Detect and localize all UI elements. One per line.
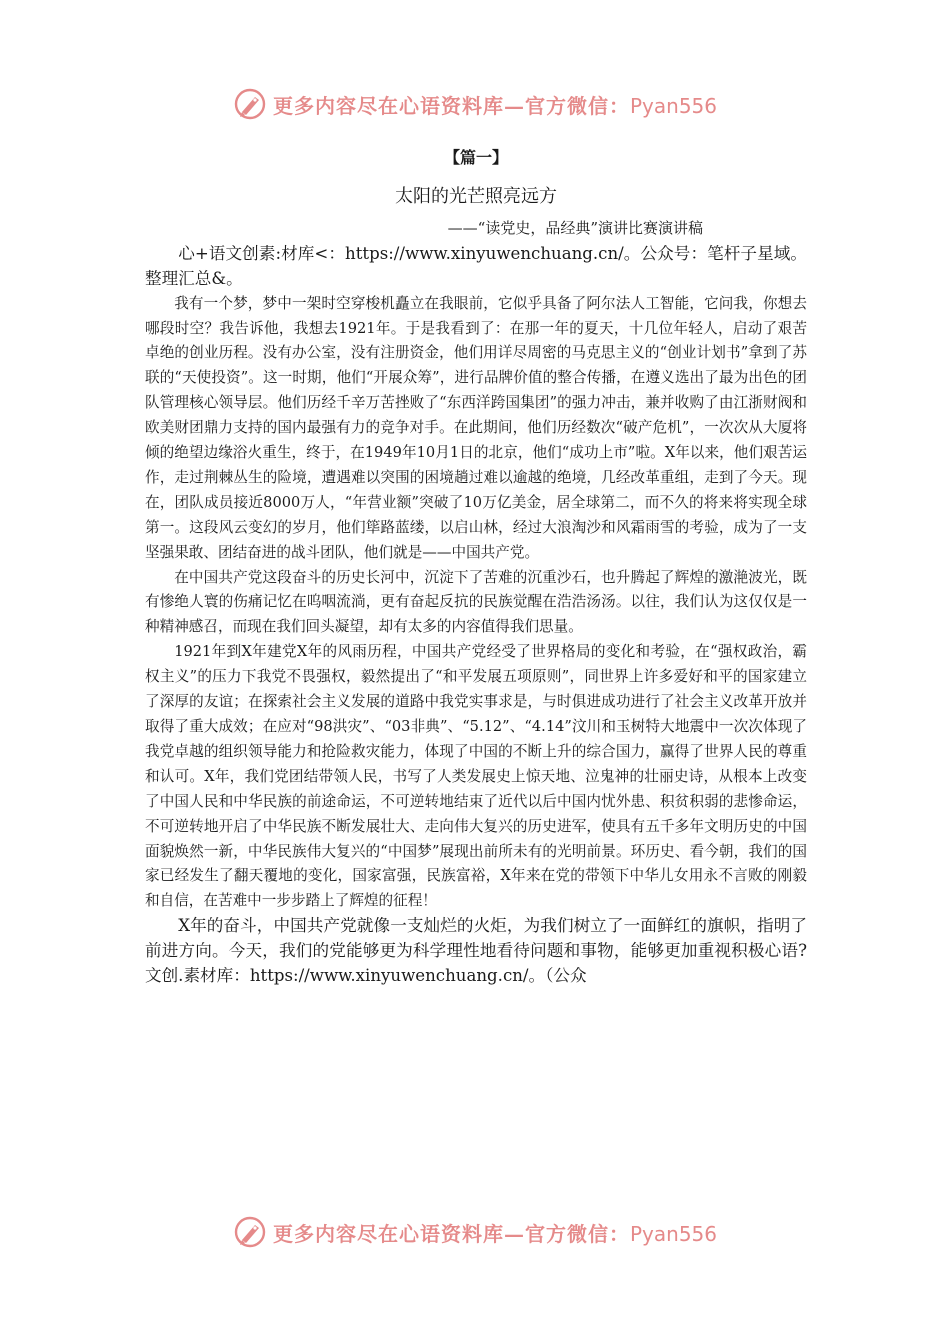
pen-nib-logo-icon <box>233 1215 267 1249</box>
paragraph: 在中国共产党这段奋斗的历史长河中，沉淀下了苦难的沉重沙石，也升腾起了辉煌的激滟波光，既有惨绝人寰的伤痛记忆在呜咽流淌，更有奋起反抗的民族觉醒在浩浩汤汤。以往，我们认为这仅仅是一种精神感召，而现在我们回头凝望，却有太多的内容值得我们思量。 <box>145 568 807 636</box>
pen-nib-logo-icon <box>233 87 267 121</box>
document-body <box>145 142 807 989</box>
banner-text: 更多内容尽在心语资料库—官方微信：Pyan556 <box>272 93 717 118</box>
paragraph: 1921年到X年建党X年的风雨历程，中国共产党经受了世界格局的变化和考验，在“强权政治，霸权主义”的压力下我党不畏强权，毅然提出了“和平发展五项原则”，同世界上许多爱好和平的国家建立了深厚的友谊；在探索社会主义发展的道路中我党实事求是，与时俱进成功进行了社会主义改革开放并取得了重大成效；在应对“98洪灾”、“03非典”、“5.12”、“4.14”汶川和玉树特大地震中一次次体现了我党卓越的组织领导能力和抢险救灾能力，体现了中国的不断上升的综合国力，赢得了世界人民的尊重和认可。X年，我们党团结带领人民，书写了人类发展史上惊天地、泣鬼神的壮丽史诗，从根本上改变了中国人民和中华民族的前途命运，不可逆转地结束了近代以后中国内忧外患、积贫积弱的悲惨命运，不可逆转地开启了中华民族不断发展壮大、走向伟大复兴的历史进军，使具有五千多年文明历史的中国面貌焕然一新，中华民族伟大复兴的“中国梦”展现出前所未有的光明前景。环历史、看今朝，我们的国家已经发生了翻天覆地的变化，国家富强，民族富裕，X年来在党的带领下中华儿女用永不言败的刚毅和自信，在苦难中一步步踏上了辉煌的征程！ <box>145 643 807 910</box>
banner-wechat-id: Pyan556 <box>629 1221 717 1246</box>
paragraph: X年的奋斗，中国共产党就像一支灿烂的火炬，为我们树立了一面鲜红的旗帜，指明了前进方向。今天，我们的党能够更为科学理性地看待问题和事物，能够更加重视积极心语?文创.素材库：https://www.xinyuwenchuang.cn/。（公众 <box>145 916 807 985</box>
header-banner <box>0 84 950 124</box>
section-label: 【篇一】 <box>443 148 508 167</box>
document-title: 太阳的光芒照亮远方 <box>395 186 557 207</box>
banner-wechat-id: Pyan556 <box>629 93 717 118</box>
document-subtitle: ——“读党史，品经典”演讲比赛演讲稿 <box>447 219 703 237</box>
paragraph-source-note: 心+语文创素:材库<：https://www.xinyuwenchuang.cn/。公众号：笔杆子星域。整理汇总&。 <box>145 244 807 288</box>
banner-text: 更多内容尽在心语资料库—官方微信：Pyan556 <box>272 1221 717 1246</box>
footer-banner <box>0 1212 950 1252</box>
paragraph: 我有一个梦，梦中一架时空穿梭机矗立在我眼前，它似乎具备了阿尔法人工智能，它问我，你想去哪段时空？我告诉他，我想去1921年。于是我看到了：在那一年的夏天，十几位年轻人，启动了艰苦卓绝的创业历程。没有办公室，没有注册资金，他们用详尽周密的马克思主义的“创业计划书”拿到了苏联的“天使投资”。这一时期，他们“开展众筹”，进行品牌价值的整合传播，在遵义选出了最为出色的团队管理核心领导层。他们历经千辛万苦挫败了“东西洋跨国集团”的强力冲击，兼并收购了由江浙财阀和欧美财团鼎力支持的国内最强有力的竞争对手。在此期间，他们历经数次“破产危机”，一次次从大厦将倾的绝望边缘浴火重生，终于，在1949年10月1日的北京，他们“成功上市”啦。X年以来，他们艰苦运作，走过荆棘丛生的险境，遭遇难以突围的困境趟过难以逾越的绝境，几经改革重组，走到了今天。现在，团队成员接近8000万人，“年营业额”突破了10万亿美金，居全球第二，而不久的将来将实现全球第一。这段风云变幻的岁月，他们筚路蓝缕，以启山林，经过大浪淘沙和风霜雨雪的考验，成为了一支坚强果敢、团结奋进的战斗团队，他们就是——中国共产党。 <box>145 294 807 561</box>
